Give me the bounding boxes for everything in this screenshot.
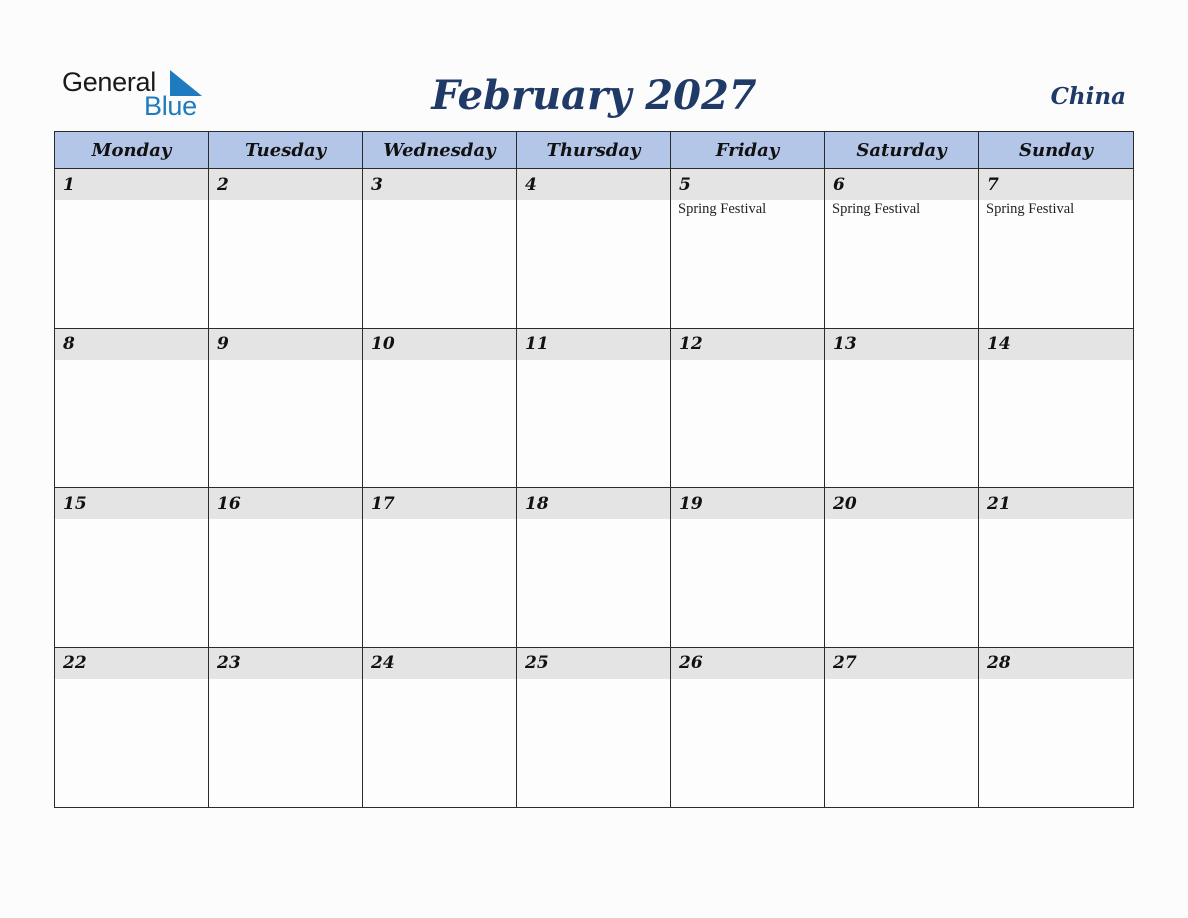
day-number: 9 [209, 329, 362, 360]
day-number: 27 [825, 648, 978, 679]
day-number: 18 [517, 488, 670, 519]
day-number: 19 [671, 488, 824, 519]
day-cell[interactable] [671, 648, 825, 808]
day-cell[interactable] [979, 169, 1133, 329]
day-number: 6 [825, 169, 978, 200]
day-cell[interactable] [671, 488, 825, 648]
holiday-event [363, 360, 516, 361]
day-cell[interactable] [517, 648, 671, 808]
weekday-header-friday: Friday [671, 132, 825, 169]
holiday-event: Spring Festival [832, 201, 921, 217]
holiday-event [671, 519, 824, 520]
day-cell[interactable] [825, 329, 979, 489]
day-cell[interactable] [517, 329, 671, 489]
holiday-event [363, 519, 516, 520]
day-number: 24 [363, 648, 516, 679]
day-number: 26 [671, 648, 824, 679]
day-cell[interactable] [55, 488, 209, 648]
day-number: 3 [363, 169, 516, 200]
holiday-event [55, 519, 208, 520]
holiday-event [363, 200, 516, 201]
day-cell[interactable] [671, 169, 825, 329]
weekday-header-saturday: Saturday [825, 132, 979, 169]
day-number: 22 [55, 648, 208, 679]
day-number: 25 [517, 648, 670, 679]
day-cell[interactable] [363, 169, 517, 329]
day-number: 5 [671, 169, 824, 200]
holiday-event [209, 200, 362, 201]
day-cell[interactable] [825, 648, 979, 808]
holiday-event [517, 200, 670, 201]
day-cell[interactable] [209, 648, 363, 808]
holiday-event [363, 679, 516, 680]
holiday-event [55, 360, 208, 361]
day-number: 7 [979, 169, 1133, 200]
calendar-grid [54, 131, 1134, 808]
day-cell[interactable] [671, 329, 825, 489]
day-number: 11 [517, 329, 670, 360]
logo-word-general: General [62, 67, 156, 97]
day-cell[interactable] [517, 169, 671, 329]
holiday-event [979, 360, 1133, 361]
day-number: 1 [55, 169, 208, 200]
day-cell[interactable] [979, 488, 1133, 648]
day-cell[interactable] [55, 648, 209, 808]
holiday-event [979, 679, 1133, 680]
holiday-event [825, 360, 978, 361]
day-cell[interactable] [825, 169, 979, 329]
holiday-event [671, 360, 824, 361]
day-number: 23 [209, 648, 362, 679]
weekday-header-sunday: Sunday [979, 132, 1133, 169]
weekday-header-tuesday: Tuesday [209, 132, 363, 169]
holiday-event [671, 679, 824, 680]
holiday-event [517, 360, 670, 361]
country-label: China [1050, 83, 1126, 110]
day-number: 20 [825, 488, 978, 519]
holiday-event [209, 679, 362, 680]
weekday-header-wednesday: Wednesday [363, 132, 517, 169]
day-number: 12 [671, 329, 824, 360]
holiday-event [209, 360, 362, 361]
day-cell[interactable] [517, 488, 671, 648]
weekday-header-monday: Monday [55, 132, 209, 169]
day-number: 15 [55, 488, 208, 519]
day-cell[interactable] [363, 329, 517, 489]
day-number: 28 [979, 648, 1133, 679]
holiday-event [55, 679, 208, 680]
day-cell[interactable] [209, 169, 363, 329]
day-number: 16 [209, 488, 362, 519]
day-cell[interactable] [209, 488, 363, 648]
holiday-event [979, 519, 1133, 520]
holiday-event [825, 519, 978, 520]
logo-word-blue: Blue [144, 91, 197, 121]
day-number: 17 [363, 488, 516, 519]
weekday-header-thursday: Thursday [517, 132, 671, 169]
holiday-event [517, 519, 670, 520]
holiday-event [825, 679, 978, 680]
holiday-event [517, 679, 670, 680]
day-number: 4 [517, 169, 670, 200]
holiday-event [209, 519, 362, 520]
day-cell[interactable] [979, 648, 1133, 808]
day-number: 21 [979, 488, 1133, 519]
day-cell[interactable] [825, 488, 979, 648]
holiday-event: Spring Festival [986, 201, 1075, 217]
day-number: 8 [55, 329, 208, 360]
holiday-event [55, 200, 208, 201]
day-cell[interactable] [55, 329, 209, 489]
day-cell[interactable] [55, 169, 209, 329]
holiday-event: Spring Festival [678, 201, 767, 217]
day-number: 14 [979, 329, 1133, 360]
day-cell[interactable] [209, 329, 363, 489]
day-number: 13 [825, 329, 978, 360]
day-cell[interactable] [363, 488, 517, 648]
day-number: 2 [209, 169, 362, 200]
day-number: 10 [363, 329, 516, 360]
day-cell[interactable] [363, 648, 517, 808]
page-title: February 2027 [431, 72, 757, 119]
day-cell[interactable] [979, 329, 1133, 489]
